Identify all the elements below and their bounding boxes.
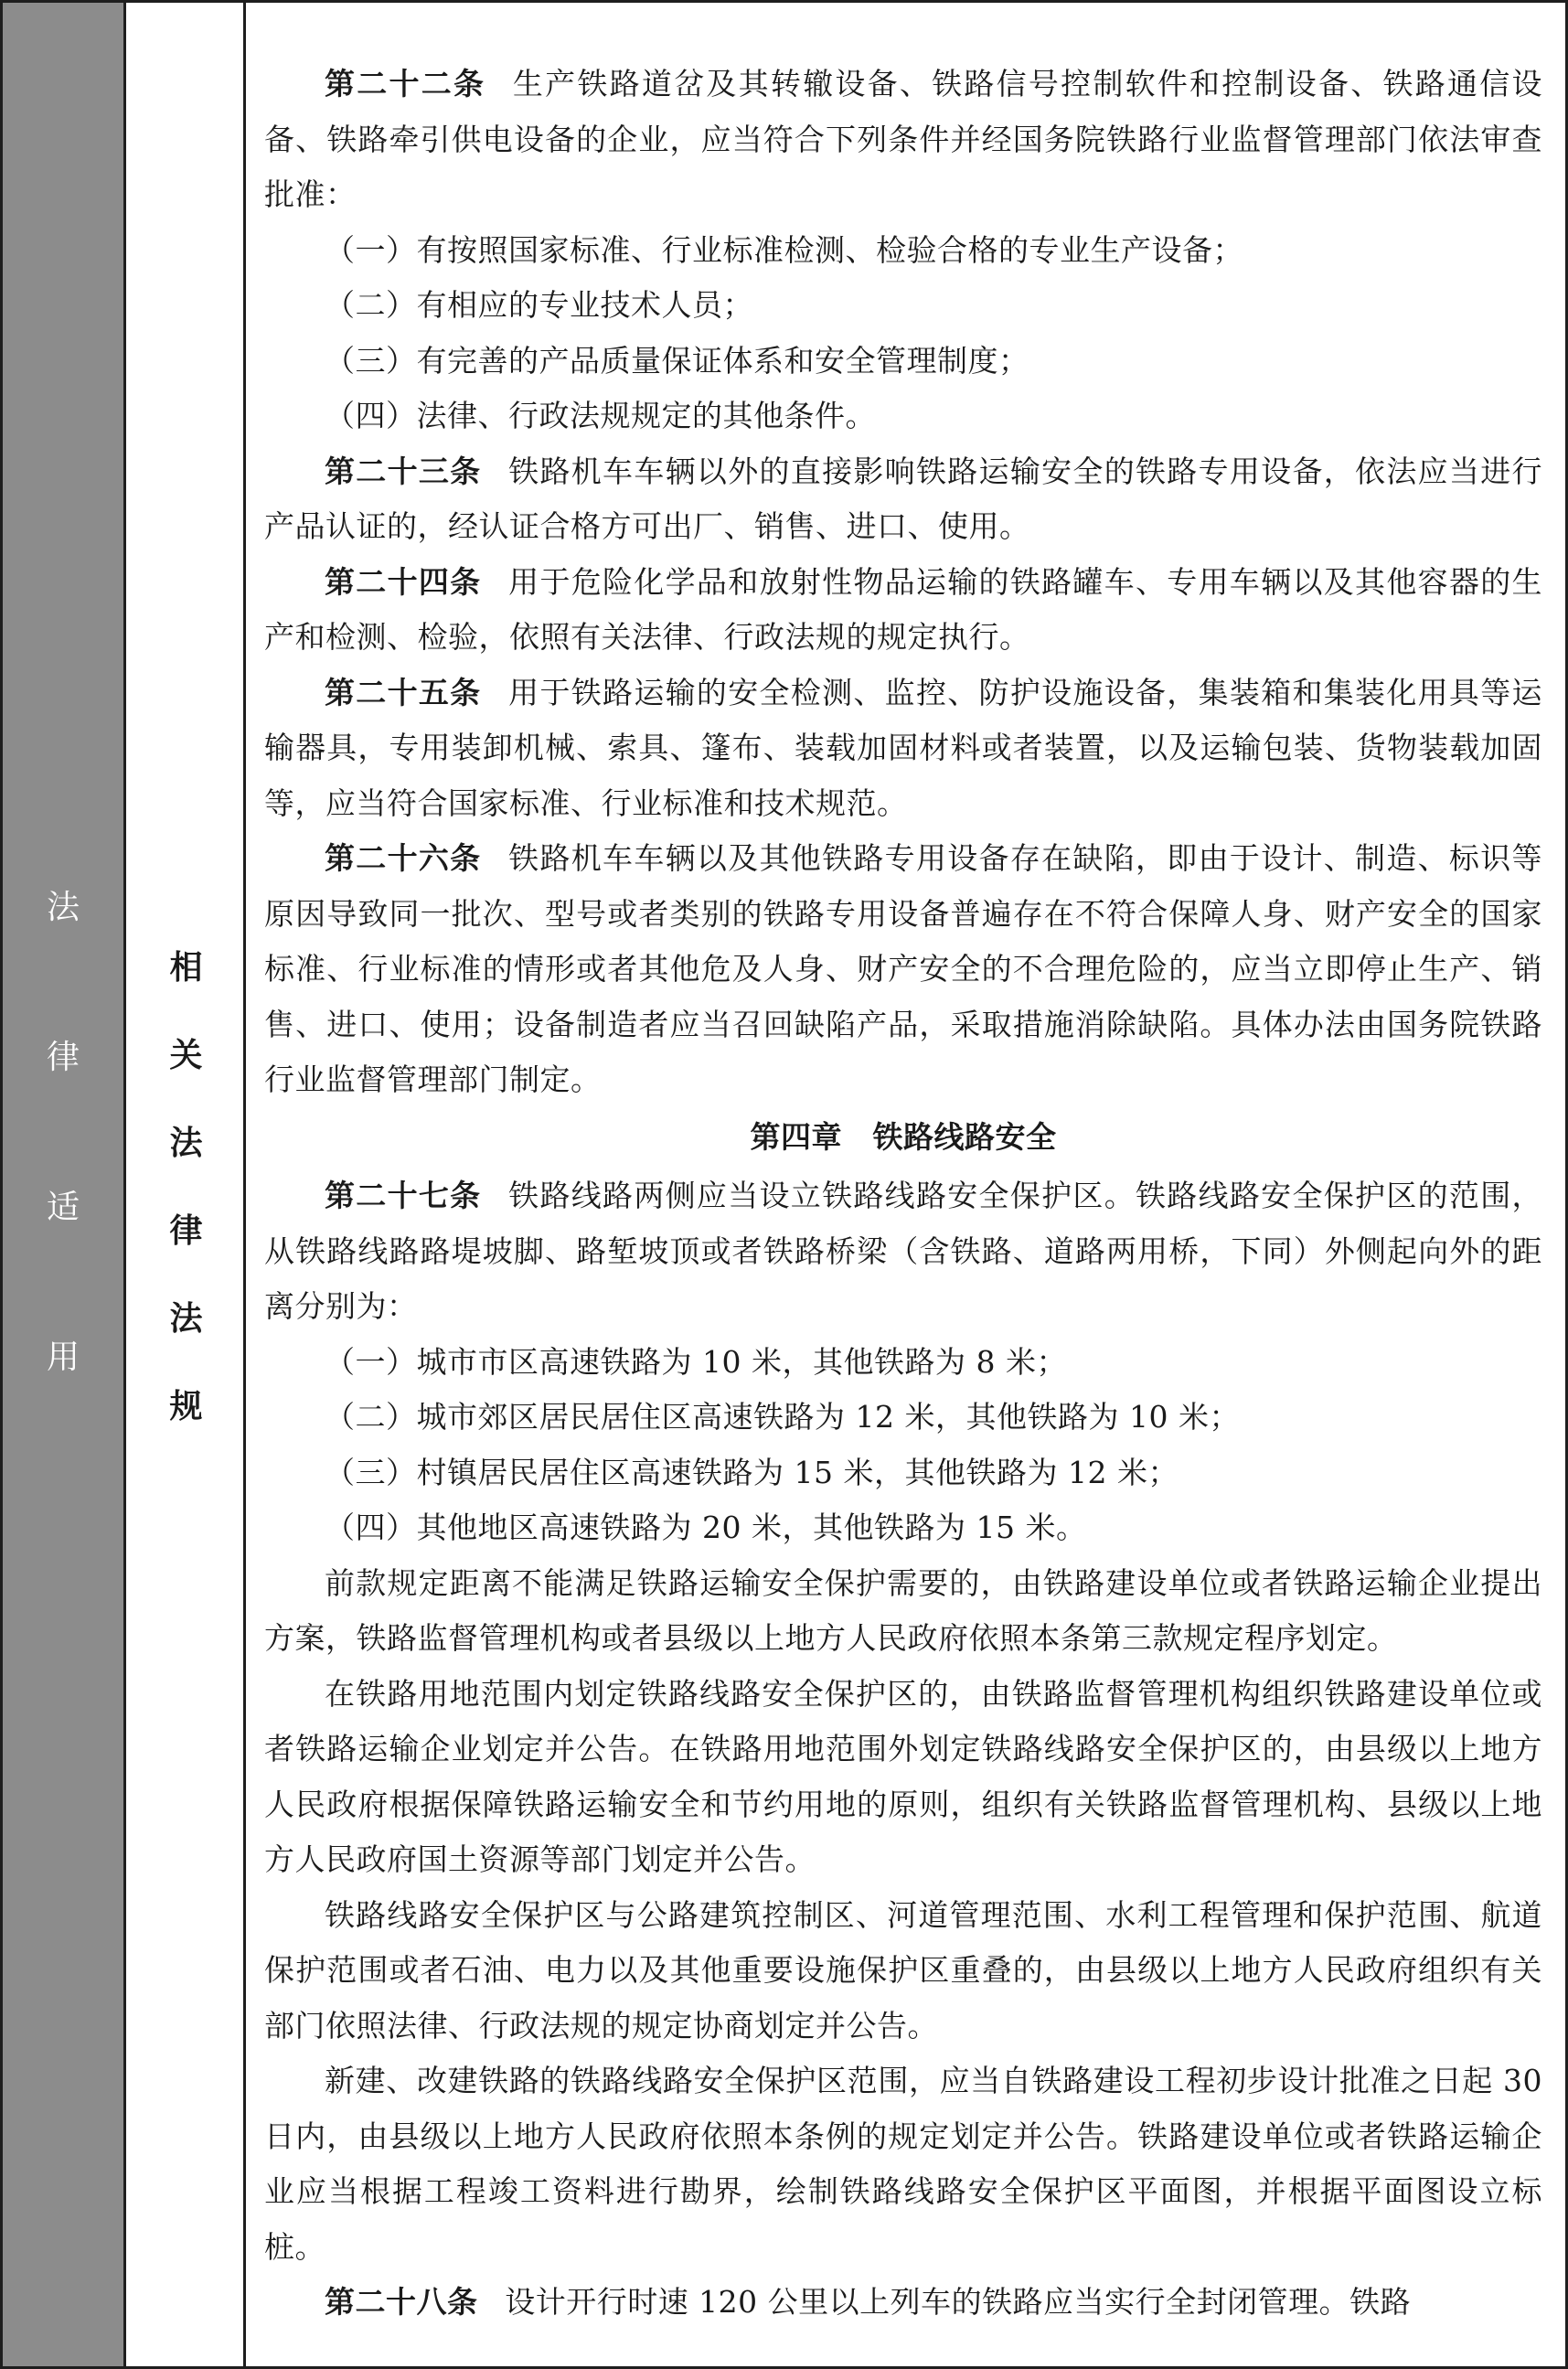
article-paragraph: [264, 57, 1542, 223]
subcategory-label-char: 规: [169, 1388, 203, 1425]
paragraph-text: 在铁路用地范围内划定铁路线路安全保护区的，由铁路监督管理机构组织铁路建设单位或者铁路运输企业划定并公告。在铁路用地范围外划定铁路线路安全保护区的，由县级以上地方人民政府根据保障铁路运输安全和节约用地的原则，组织有关铁路监督管理机构、县级以上地方人民政府国土资源等部门划定并公告。: [264, 1675, 1542, 1877]
article-number: 第二十四条: [325, 563, 482, 600]
paragraph-text: （四）法律、行政法规规定的其他条件。: [325, 398, 876, 433]
list-item: [264, 389, 1542, 444]
list-item: [264, 223, 1542, 279]
paragraph-text: （一）城市市区高速铁路为 10 米，其他铁路为 8 米；: [325, 1343, 1067, 1380]
article-number: 第二十六条: [325, 840, 482, 876]
paragraph: [264, 2054, 1542, 2275]
article-paragraph: [264, 666, 1542, 832]
paragraph-text: 用于铁路运输的安全检测、监控、防护设施设备，集装箱和集装化用具等运输器具，专用装卸机械、索具、篷布、装载加固材料或者装置，以及运输包装、货物装载加固等，应当符合国家标准、行业标准和技术规范。: [264, 674, 1543, 821]
paragraph-text: 铁路线路安全保护区与公路建筑控制区、河道管理范围、水利工程管理和保护范围、航道保护范围或者石油、电力以及其他重要设施保护区重叠的，由县级以上地方人民政府组织有关部门依照法律、行政法规的规定协商划定并公告。: [264, 1896, 1542, 2044]
paragraph-text: 前款规定距离不能满足铁路运输安全保护需要的，由铁路建设单位或者铁路运输企业提出方案，铁路监督管理机构或者县级以上地方人民政府依照本条第三款规定程序划定。: [264, 1564, 1542, 1656]
subcategory-label: [126, 949, 246, 1478]
paragraph-text: （二）城市郊区居民居住区高速铁路为 12 米，其他铁路为 10 米；: [325, 1399, 1240, 1435]
paragraph: [264, 1556, 1542, 1667]
list-item: [264, 278, 1542, 334]
paragraph-text: （二）有相应的专业技术人员；: [325, 287, 753, 323]
paragraph-text: 用于危险化学品和放射性物品运输的铁路罐车、专用车辆以及其他容器的生产和检测、检验，依照有关法律、行政法规的规定执行。: [264, 563, 1543, 655]
subcategory-label-char: 律: [169, 1212, 203, 1250]
paragraph-text: 铁路机车车辆以及其他铁路专用设备存在缺陷，即由于设计、制造、标识等原因导致同一批次、型号或者类别的铁路专用设备普遍存在不符合保障人身、财产安全的国家标准、行业标准的情形或者其他危及人身、财产安全的不合理危险的，应当立即停止生产、销售、进口、使用；设备制造者应当召回缺陷产品，采取措施消除缺陷。具体办法由国务院铁路行业监督管理部门制定。: [264, 840, 1543, 1097]
article-paragraph: [264, 2275, 1542, 2331]
subcategory-label-char: 关: [169, 1037, 203, 1074]
paragraph-text: 设计开行时速 120 公里以上列车的铁路应当实行全封闭管理。铁路: [505, 2284, 1412, 2320]
list-item: [264, 1446, 1542, 1501]
paragraph-text: （三）村镇居民居住区高速铁路为 15 米，其他铁路为 12 米；: [325, 1454, 1179, 1490]
paragraph-text: 铁路线路两侧应当设立铁路线路安全保护区。铁路线路安全保护区的范围，从铁路线路路堤坡脚、路堑坡顶或者铁路桥梁（含铁路、道路两用桥，下同）外侧起向外的距离分别为：: [264, 1178, 1543, 1324]
chapter-heading: 第四章 铁路线路安全: [750, 1118, 1057, 1155]
article-number: 第二十七条: [325, 1178, 482, 1213]
article-number: 第二十三条: [325, 453, 482, 489]
paragraph-text: （四）其他地区高速铁路为 20 米，其他铁路为 15 米。: [325, 1510, 1087, 1545]
regulation-text: [264, 57, 1542, 2331]
list-item: [264, 1500, 1542, 1556]
paragraph-text: 生产铁路道岔及其转辙设备、铁路信号控制软件和控制设备、铁路通信设备、铁路牵引供电设备的企业，应当符合下列条件并经国务院铁路行业监督管理部门依法审查批准：: [264, 66, 1543, 212]
article-paragraph: [264, 831, 1542, 1108]
category-label-char: 律: [46, 1039, 80, 1076]
paragraph: [264, 1667, 1542, 1888]
article-paragraph: [264, 1168, 1542, 1335]
subcategory-label-char: 相: [169, 949, 203, 987]
category-label-char: 法: [46, 889, 80, 926]
list-item: [264, 1390, 1542, 1446]
paragraph-text: （一）有按照国家标准、行业标准检测、检验合格的专业生产设备；: [325, 231, 1243, 268]
category-label-char: 适: [46, 1189, 80, 1226]
list-item: [264, 1335, 1542, 1391]
paragraph-text: （三）有完善的产品质量保证体系和安全管理制度；: [325, 342, 1029, 379]
paragraph: [264, 1888, 1542, 2054]
subcategory-label-char: 法: [169, 1300, 203, 1338]
category-label-char: 用: [46, 1339, 80, 1376]
paragraph-text: 新建、改建铁路的铁路线路安全保护区范围，应当自铁路建设工程初步设计批准之日起 30 日内，由县级以上地方人民政府依照本条例的规定划定并公告。铁路建设单位或者铁路运输企业应当根据工程竣工资料进行勘界，绘制铁路线路安全保护区平面图，并根据平面图设立标桩。: [264, 2063, 1542, 2265]
article-paragraph: [264, 555, 1542, 666]
list-item: [264, 334, 1542, 389]
category-label: [0, 891, 126, 1491]
article-number: 第二十八条: [325, 2284, 478, 2320]
article-number: 第二十二条: [325, 66, 486, 101]
article-number: 第二十五条: [325, 674, 482, 710]
paragraph-text: 铁路机车车辆以外的直接影响铁路运输安全的铁路专用设备，依法应当进行产品认证的，经认证合格方可出厂、销售、进口、使用。: [264, 453, 1543, 544]
article-paragraph: [264, 444, 1542, 555]
subcategory-label-char: 法: [169, 1125, 203, 1162]
